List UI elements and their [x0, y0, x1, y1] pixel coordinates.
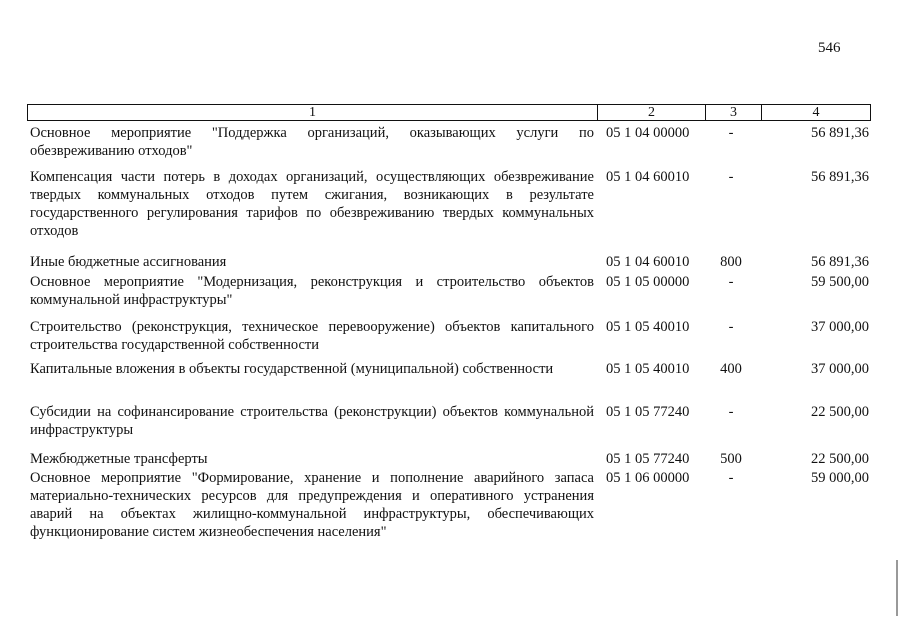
row-code: 05 1 04 60010	[606, 169, 690, 185]
row-code: 05 1 05 77240	[606, 404, 690, 420]
row-amount: 56 891,36	[811, 254, 869, 270]
row-amount: 37 000,00	[811, 319, 869, 335]
row-name: Строительство (реконструкция, техническое перевооружение) объектов капитального строительства государственной собственности	[30, 319, 594, 353]
header-col-1: 1	[28, 105, 598, 120]
row-type: 400	[720, 361, 742, 377]
row-amount: 56 891,36	[811, 125, 869, 141]
row-type: 500	[720, 451, 742, 467]
header-col-4: 4	[812, 105, 820, 120]
row-name: Компенсация части потерь в доходах организаций, осуществляющих обезвреживание твердых коммунальных отходов путем сжигания, возникающих в результате государственного регулирования тарифов по обезвреживанию твердых коммунальных отходов	[30, 169, 594, 239]
row-amount: 56 891,36	[811, 169, 869, 185]
row-type: -	[728, 470, 734, 486]
row-name: Основное мероприятие "Поддержка организаций, оказывающих услуги по обезвреживанию отходов"	[30, 125, 594, 159]
header-col-2: 2	[598, 105, 706, 120]
row-type: -	[728, 319, 734, 335]
row-amount: 59 000,00	[811, 470, 869, 486]
row-name: Межбюджетные трансферты	[30, 451, 208, 467]
row-name: Субсидии на софинансирование строительства (реконструкции) объектов коммунальной инфраструктуры	[30, 404, 594, 438]
row-code: 05 1 05 77240	[606, 451, 690, 467]
row-name: Иные бюджетные ассигнования	[30, 254, 227, 270]
table-header	[27, 104, 871, 121]
row-type: 800	[720, 254, 742, 270]
row-type: -	[728, 404, 734, 420]
row-type: -	[728, 169, 734, 185]
row-amount: 37 000,00	[811, 361, 869, 377]
row-name: Основное мероприятие "Модернизация, реконструкция и строительство объектов коммунальной инфраструктуры"	[30, 274, 594, 308]
row-name: Основное мероприятие "Формирование, хранение и пополнение аварийного запаса материально-технических ресурсов для предупреждения и оперативного устранения аварий на объектах жилищно-коммунальной инфраструктуры, обеспечивающих функционирование систем жизнеобеспечения населения"	[30, 470, 594, 540]
header-col-3: 3	[706, 105, 762, 120]
row-code: 05 1 05 00000	[606, 274, 690, 290]
row-code: 05 1 05 40010	[606, 361, 690, 377]
row-amount: 59 500,00	[811, 274, 869, 290]
row-code: 05 1 04 60010	[606, 254, 690, 270]
row-amount: 22 500,00	[811, 451, 869, 467]
row-type: -	[728, 125, 734, 141]
row-code: 05 1 05 40010	[606, 319, 690, 335]
row-type: -	[728, 274, 734, 290]
row-name: Капитальные вложения в объекты государственной (муниципальной) собственности	[30, 361, 554, 377]
row-code: 05 1 04 00000	[606, 125, 690, 141]
scan-edge-mark	[896, 560, 898, 616]
row-amount: 22 500,00	[811, 404, 869, 420]
page-number: 546	[818, 40, 841, 56]
row-code: 05 1 06 00000	[606, 470, 690, 486]
